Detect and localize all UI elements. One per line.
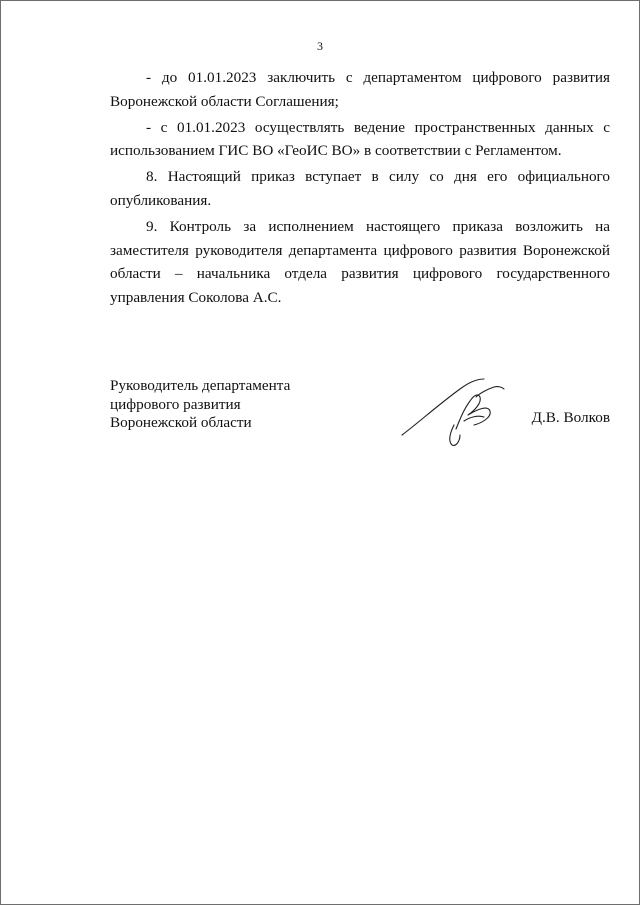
handwritten-signature <box>398 375 510 455</box>
signatory-name: Д.В. Волков <box>531 409 610 426</box>
signatory-title-line: Воронежской области <box>110 414 252 432</box>
paragraph-item: - до 01.01.2023 заключить с департаментом цифрового развития Воронежской области Соглашения; <box>110 69 610 110</box>
paragraph-item: 8. Настоящий приказ вступает в силу со дня его официального опубликования. <box>110 168 610 209</box>
signatory-title <box>110 377 290 433</box>
document-body <box>110 66 610 309</box>
paragraph-item: - с 01.01.2023 осуществлять ведение пространственных данных с использованием ГИС ВО «ГеоИС ВО» в соответствии с Регламентом. <box>110 118 610 160</box>
page-number: 3 <box>317 39 323 53</box>
signatory-title-line: Руководитель департамента <box>110 377 291 394</box>
signatory-title-line: цифрового развития <box>110 395 241 413</box>
paragraph-item: 9. Контроль за исполнением настоящего приказа возложить на заместителя руководителя департамента цифрового развития Воронежской области – начальника отдела развития цифрового государственного управления Соколова А.С. <box>110 218 610 306</box>
